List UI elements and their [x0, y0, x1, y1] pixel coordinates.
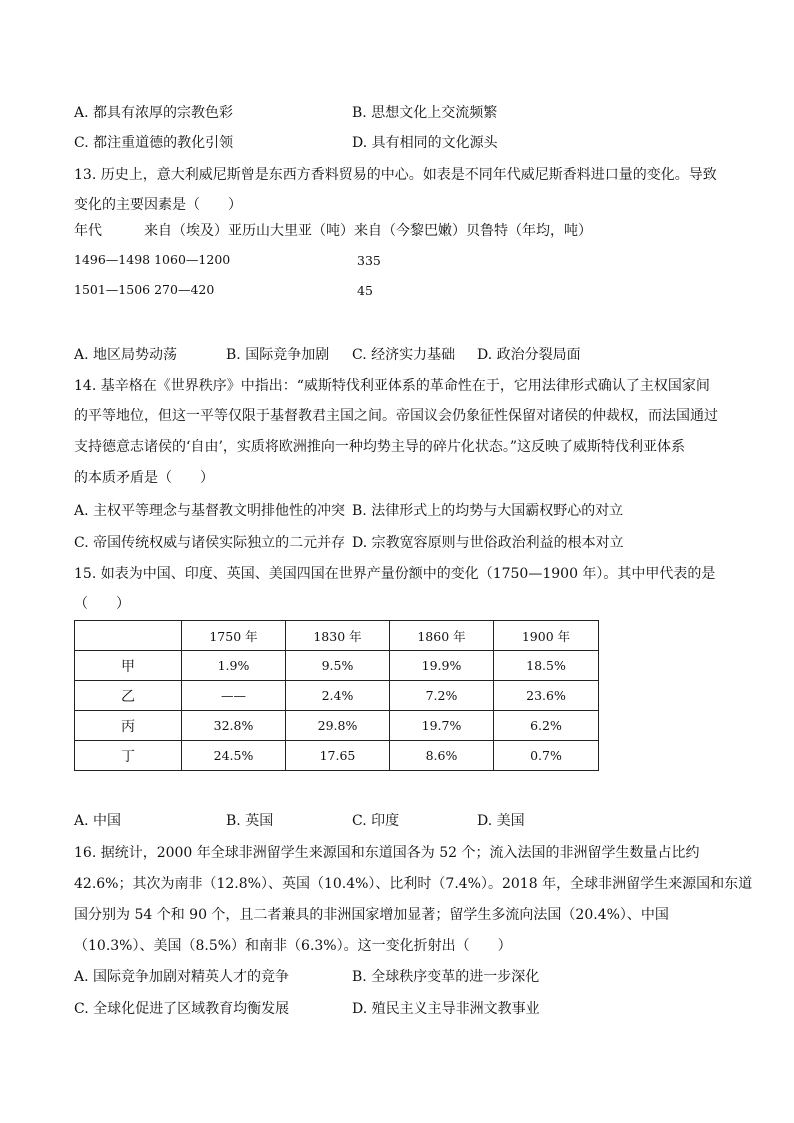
q16-stem-line2: 42.6%；其次为南非（12.8%）、英国（10.4%）、比利时（7.4%）。2018 年，全球非洲留学生来源国和东道 [74, 876, 753, 892]
q14-stem-line2: 的平等地位，但这一平等仅限于基督教君主国之间。帝国议会仍象征性保留对诸侯的仲裁权，而法国通过 [74, 408, 718, 424]
q13-option-d[interactable]: D. 政治分裂局面 [477, 347, 581, 363]
q14-stem-line3: 支持德意志诸侯的‘自由’，实质将欧洲推向一种均势主导的碎片化状态。”这反映了威斯特伐利亚体系 [74, 439, 686, 455]
q16-option-c[interactable]: C. 全球化促进了区域教育均衡发展 [74, 1001, 290, 1017]
q16-stem-line3: 国分别为 54 个和 90 个，且二者兼具的非洲国家增加显著；留学生多流向法国（20.4%）、中国 [74, 907, 669, 923]
q14-option-a[interactable]: A. 主权平等理念与基督教文明排他性的冲突 [74, 503, 346, 519]
q15-option-d[interactable]: D. 美国 [477, 813, 525, 829]
table-header-cell: 1830 年 [286, 621, 390, 651]
table-cell: 17.65 [286, 741, 390, 771]
table-header-cell: 1860 年 [390, 621, 494, 651]
q15-option-b[interactable]: B. 英国 [226, 813, 274, 829]
q16-option-d[interactable]: D. 殖民主义主导非洲文教事业 [352, 1001, 540, 1017]
q13-row2-right: 45 [357, 283, 373, 298]
table-cell: 6.2% [494, 711, 599, 741]
table-cell: 19.9% [390, 651, 494, 681]
table-header-cell [75, 621, 182, 651]
table-cell: 1.9% [182, 651, 286, 681]
table-header-cell: 1750 年 [182, 621, 286, 651]
table-cell: 0.7% [494, 741, 599, 771]
table-row [75, 711, 599, 741]
q13-option-b[interactable]: B. 国际竞争加剧 [226, 347, 330, 363]
q13-row1-left: 1496—1498 1060—1200 [74, 252, 231, 267]
q14-option-c[interactable]: C. 帝国传统权威与诸侯实际独立的二元并存 [74, 535, 346, 551]
table-row [75, 681, 599, 711]
q14-option-b[interactable]: B. 法律形式上的均势与大国霸权野心的对立 [352, 503, 624, 519]
table-cell: 23.6% [494, 681, 599, 711]
q15-stem-line1: 15. 如表为中国、印度、英国、美国四国在世界产量份额中的变化（1750—1900 年）。其中甲代表的是 [74, 566, 716, 582]
table-cell: 7.2% [390, 681, 494, 711]
q15-option-a[interactable]: A. 中国 [74, 813, 122, 829]
table-cell: 32.8% [182, 711, 286, 741]
row-label: 甲 [75, 651, 182, 681]
q14-option-d[interactable]: D. 宗教宽容原则与世俗政治利益的根本对立 [352, 535, 624, 551]
q13-table-header: 年代 来自（埃及）亚历山大里亚（吨）来自（今黎巴嫩）贝鲁特（年均，吨） [74, 223, 592, 239]
table-cell: 2.4% [286, 681, 390, 711]
q15-option-c[interactable]: C. 印度 [352, 813, 400, 829]
table-row [75, 651, 599, 681]
table-header-cell: 1900 年 [494, 621, 599, 651]
q16-option-b[interactable]: B. 全球秩序变革的进一步深化 [352, 969, 540, 985]
row-label: 丙 [75, 711, 182, 741]
table-cell: 29.8% [286, 711, 390, 741]
q13-row1-right: 335 [357, 253, 381, 268]
q13-option-c[interactable]: C. 经济实力基础 [352, 347, 456, 363]
table-row [75, 741, 599, 771]
q12-option-a[interactable]: A. 都具有浓厚的宗教色彩 [74, 105, 234, 121]
table-cell: 8.6% [390, 741, 494, 771]
q16-stem-line4: （10.3%）、美国（8.5%）和南非（6.3%）。这一变化折射出（ ） [74, 938, 512, 954]
row-label: 丁 [75, 741, 182, 771]
q13-stem-line2: 变化的主要因素是（ ） [74, 197, 242, 213]
q14-stem-line4: 的本质矛盾是（ ） [74, 470, 214, 486]
q15-share-table [74, 620, 599, 771]
table-cell: 19.7% [390, 711, 494, 741]
q13-stem-line1: 13. 历史上，意大利威尼斯曾是东西方香料贸易的中心。如表是不同年代威尼斯香料进口量的变化。导致 [74, 167, 717, 183]
q13-option-a[interactable]: A. 地区局势动荡 [74, 347, 178, 363]
row-label: 乙 [75, 681, 182, 711]
table-header-row [75, 621, 599, 651]
q14-stem-line1: 14. 基辛格在《世界秩序》中指出：“威斯特伐利亚体系的革命性在于，它用法律形式确认了主权国家间 [74, 378, 710, 394]
q15-stem-line2: （ ） [74, 596, 130, 612]
table-cell: 24.5% [182, 741, 286, 771]
table-cell: —— [182, 681, 286, 711]
q13-row2-left: 1501—1506 270—420 [74, 282, 215, 297]
q12-option-b[interactable]: B. 思想文化上交流频繁 [352, 105, 498, 121]
q12-option-c[interactable]: C. 都注重道德的教化引领 [74, 135, 234, 151]
q16-stem-line1: 16. 据统计，2000 年全球非洲留学生来源国和东道国各为 52 个；流入法国的非洲留学生数量占比约 [74, 845, 700, 861]
table-cell: 9.5% [286, 651, 390, 681]
q12-option-d[interactable]: D. 具有相同的文化源头 [352, 135, 498, 151]
q16-option-a[interactable]: A. 国际竞争加剧对精英人才的竞争 [74, 969, 290, 985]
table-cell: 18.5% [494, 651, 599, 681]
